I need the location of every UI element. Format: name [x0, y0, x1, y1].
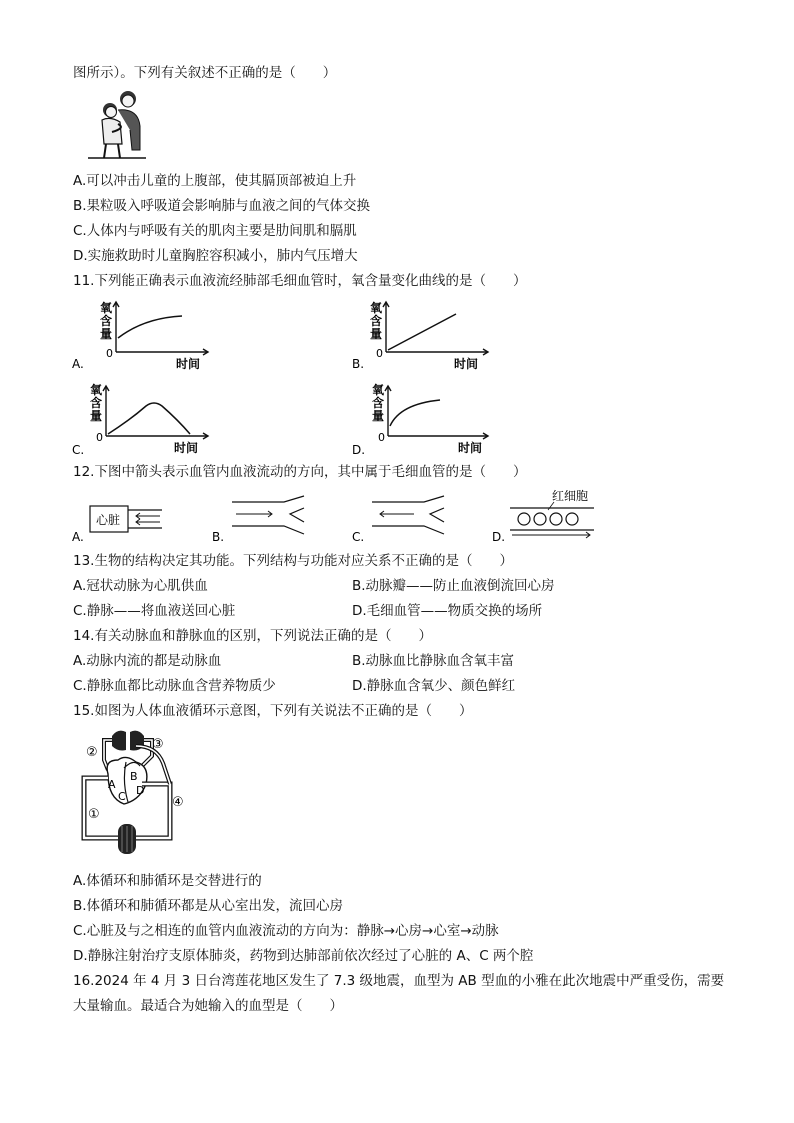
q11-c-ylabel-2: 含: [90, 396, 103, 410]
label-2: ②: [86, 745, 98, 760]
q11-graph-c: [70, 382, 210, 456]
q14-option-b: B.动脉血比静脉血含氧丰富: [352, 653, 515, 669]
q12-b-letter: B.: [212, 530, 225, 544]
q11-d-ylabel-2: 含: [372, 396, 385, 410]
q11-d-origin: 0: [378, 431, 385, 444]
q13-option-b: B.动脉瓣——防止血液倒流回心房: [352, 578, 555, 594]
q10-stem-tail: 图所示）。下列有关叙述不正确的是（ ）: [73, 65, 337, 81]
q14-option-d: D.静脉血含氧少、颜色鲜红: [352, 678, 516, 694]
q11-a-curve: [118, 316, 182, 338]
q12-heart-label: 心脏: [96, 513, 121, 527]
q15-option-b: B.体循环和肺循环都是从心室出发，流回心房: [73, 898, 344, 914]
q14-stem: 14.有关动脉血和静脉血的区别，下列说法正确的是（ ）: [73, 628, 432, 644]
q11-c-ylabel-3: 量: [90, 409, 103, 423]
q12-a-letter: A.: [72, 530, 84, 544]
q11-a-xlabel: 时间: [176, 357, 201, 371]
heimlich-rescue-illustration: [88, 88, 146, 160]
q16-line-2: 大量输血。最适合为她输入的血型是（ ）: [73, 998, 343, 1014]
q12-rbc-label: 红细胞: [552, 489, 589, 503]
chamber-c: C: [118, 790, 126, 803]
lung-left: [112, 731, 126, 751]
q11-d-curve: [390, 400, 440, 426]
q15-option-d: D.静脉注射治疗支原体肺炎，药物到达肺部前依次经过了心脏的 A、C 两个腔: [73, 948, 534, 964]
rbc-circle: [518, 513, 530, 525]
q11-stem: 11.下列能正确表示血液流经肺部毛细血管时，氧含量变化曲线的是（ ）: [73, 273, 527, 289]
q11-c-xlabel: 时间: [174, 441, 199, 455]
q14-option-c: C.静脉血都比动脉血含营养物质少: [73, 678, 276, 694]
label-1: ①: [88, 807, 100, 822]
q11-graph-b: [350, 298, 490, 372]
q11-a-ylabel-1: 氧: [100, 301, 113, 315]
q13-option-d: D.毛细血管——物质交换的场所: [352, 603, 543, 619]
q11-c-letter: C.: [72, 443, 85, 457]
q13-stem: 13.生物的结构决定其功能。下列结构与功能对应关系不正确的是（ ）: [73, 553, 513, 569]
q11-a-origin: 0: [106, 347, 113, 360]
q11-c-ylabel-1: 氧: [90, 383, 103, 397]
label-3: ③: [152, 737, 164, 752]
chamber-b: B: [130, 770, 138, 783]
q15-option-c: C.心脏及与之相连的血管内血液流动的方向为：静脉→心房→心室→动脉: [73, 923, 499, 939]
q15-option-a: A.体循环和肺循环是交替进行的: [73, 873, 262, 889]
q11-a-letter: A.: [72, 357, 84, 371]
q10-option-c: C.人体内与呼吸有关的肌肉主要是肋间肌和膈肌: [73, 223, 357, 239]
q11-b-ylabel-1: 氧: [370, 301, 383, 315]
q16-line-1: 16.2024 年 4 月 3 日台湾莲花地区发生了 7.3 级地震，血型为 AB 型血的小雅在此次地震中严重受伤，需要: [73, 973, 725, 989]
q12-diagram-c: [350, 494, 450, 544]
q11-b-letter: B.: [352, 357, 365, 371]
rbc-circle: [566, 513, 578, 525]
chamber-d: D: [136, 784, 145, 797]
q10-option-d: D.实施救助时儿童胸腔容积减小，肺内气压增大: [73, 248, 358, 264]
q11-b-ylabel-2: 含: [370, 314, 383, 328]
q11-a-ylabel-3: 量: [100, 327, 113, 341]
q13-option-c: C.静脉——将血液送回心脏: [73, 603, 236, 619]
q15-stem: 15.如图为人体血液循环示意图，下列有关说法不正确的是（ ）: [73, 703, 473, 719]
q13-option-a: A.冠状动脉为心肌供血: [73, 578, 208, 594]
rbc-circle: [550, 513, 562, 525]
chamber-a: A: [108, 778, 116, 791]
q12-c-letter: C.: [352, 530, 365, 544]
q11-b-xlabel: 时间: [454, 357, 479, 371]
q11-c-origin: 0: [96, 431, 103, 444]
q10-option-b: B.果粒吸入呼吸道会影响肺与血液之间的气体交换: [73, 198, 371, 214]
q10-option-a: A.可以冲击儿童的上腹部，使其膈顶部被迫上升: [73, 173, 357, 189]
q11-a-ylabel-2: 含: [100, 314, 113, 328]
q11-d-xlabel: 时间: [458, 441, 483, 455]
rbc-circle: [534, 513, 546, 525]
q12-stem: 12.下图中箭头表示血管内血液流动的方向，其中属于毛细血管的是（ ）: [73, 464, 527, 480]
q11-d-ylabel-1: 氧: [372, 383, 385, 397]
q11-graph-a: [70, 298, 210, 372]
q11-graph-d: [350, 382, 490, 456]
q14-option-a: A.动脉内流的都是动脉血: [73, 653, 222, 669]
label-4: ④: [172, 795, 184, 810]
q11-b-curve: [388, 314, 456, 350]
q12-diagram-d: [490, 488, 600, 544]
q11-b-origin: 0: [376, 347, 383, 360]
q12-d-letter: D.: [492, 530, 506, 544]
q11-d-letter: D.: [352, 443, 366, 457]
q12-diagram-a: [70, 496, 170, 544]
q12-diagram-b: [210, 494, 310, 544]
q11-d-ylabel-3: 量: [372, 409, 385, 423]
q11-c-curve: [108, 403, 190, 434]
q11-b-ylabel-3: 量: [370, 327, 383, 341]
blood-circulation-diagram: [78, 726, 196, 860]
